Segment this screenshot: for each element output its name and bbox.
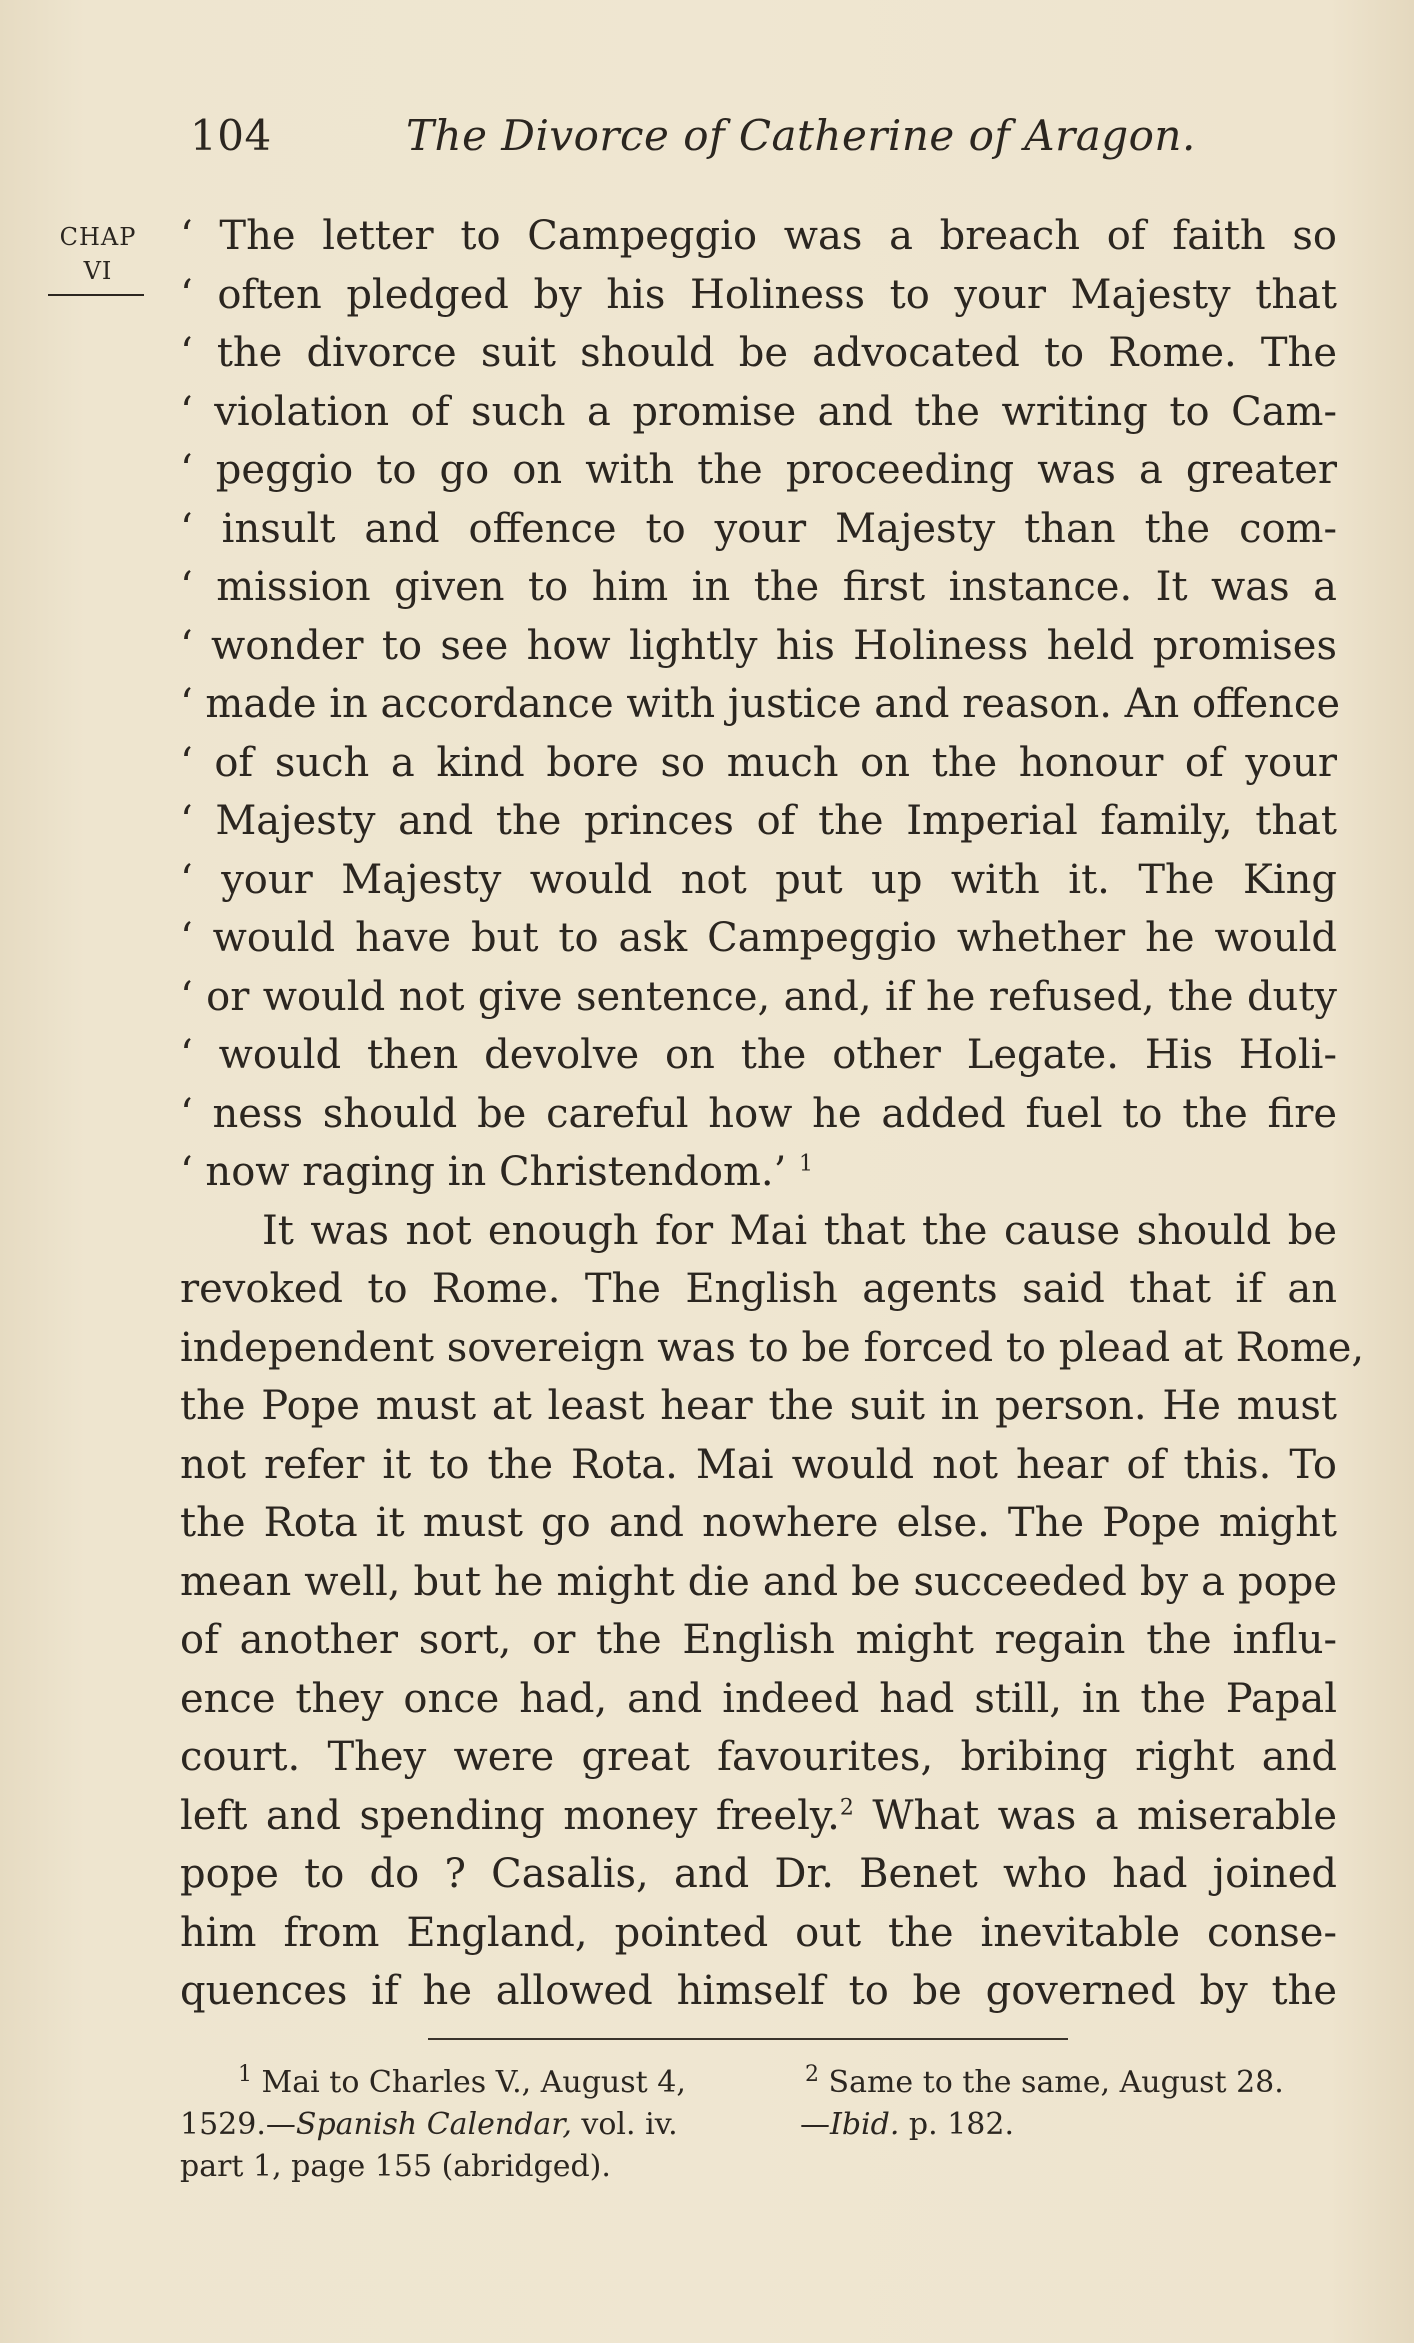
footnote-line xyxy=(180,2062,740,2104)
text-line: mean well, but he might die and be succeeded by a pope xyxy=(180,1558,1337,1605)
text-line: court. They were great favourites, bribing right and xyxy=(180,1734,1337,1780)
footnote-source-title: Spanish Calendar, xyxy=(295,2107,572,2142)
footnote-marker: 2 xyxy=(805,2062,819,2087)
footnote-text: p. 182. xyxy=(899,2107,1014,2142)
text-line-tail: What was a miserable xyxy=(872,1792,1338,1839)
text-line: the Pope must at least hear the suit in person. He must xyxy=(180,1383,1337,1429)
body-text xyxy=(180,207,1365,2021)
footnote-source-title: Ibid. xyxy=(830,2107,900,2142)
text-line: pope to do ? Casalis, and Dr. Benet who had joined xyxy=(180,1851,1337,1897)
text-line: ‘ made in accordance with justice and reason. An offence xyxy=(180,681,1340,727)
text-line: him from England, pointed out the inevitable conse- xyxy=(180,1909,1337,1956)
text-line: ‘ would then devolve on the other Legate. His Holi- xyxy=(180,1032,1337,1078)
text-line xyxy=(180,1787,1337,1846)
text-line: ‘ The letter to Campeggio was a breach of faith so xyxy=(180,213,1337,259)
margin-rule xyxy=(48,294,144,296)
text-line: ‘ wonder to see how lightly his Holiness held promises xyxy=(180,622,1337,669)
chapter-label: CHAP xyxy=(59,223,137,251)
running-head xyxy=(190,106,1340,166)
running-title: The Divorce of Catherine of Aragon. xyxy=(406,111,1196,160)
page-number: 104 xyxy=(190,111,272,160)
footnote-line xyxy=(800,2062,1340,2104)
text-line: It was not enough for Mai that the cause should be xyxy=(262,1207,1337,1254)
text-line: revoked to Rome. The English agents said that if an xyxy=(180,1266,1337,1312)
text-line: not refer it to the Rota. Mai would not hear of this. To xyxy=(180,1441,1337,1488)
footnote-line xyxy=(180,2104,740,2146)
footnote-ref: 2 xyxy=(839,1795,854,1821)
footnote-marker: 1 xyxy=(238,2062,252,2087)
text-line: the Rota it must go and nowhere else. The Pope might xyxy=(180,1500,1337,1546)
chapter-margin-note xyxy=(48,220,148,296)
text-line: ‘ mission given to him in the first instance. It was a xyxy=(180,564,1337,610)
text-line: quences if he allowed himself to be governed by the xyxy=(180,1968,1337,2014)
text-line: ence they once had, and indeed had still, in the Papal xyxy=(180,1675,1337,1722)
footnote-text: Mai to Charles V., August 4, xyxy=(261,2065,686,2100)
text-line: of another sort, or the English might regain the influ- xyxy=(180,1617,1337,1663)
text-line: ‘ would have but to ask Campeggio whether he would xyxy=(180,915,1337,961)
text-line: ‘ Majesty and the princes of the Imperial family, that xyxy=(180,798,1337,844)
footnote-line: part 1, page 155 (abridged). xyxy=(180,2149,611,2184)
text-line: ‘ often pledged by his Holiness to your Majesty that xyxy=(180,271,1337,318)
text-line: ‘ violation of such a promise and the writing to Cam- xyxy=(180,388,1337,435)
footnote-1 xyxy=(180,2062,740,2188)
footnote-text: — xyxy=(800,2107,830,2142)
footnote-rule xyxy=(428,2038,1068,2040)
text-line: ‘ your Majesty would not put up with it. The King xyxy=(180,856,1337,903)
text-line: ‘ peggio to go on with the proceeding was a greater xyxy=(180,447,1337,493)
footnote-2 xyxy=(800,2062,1340,2146)
text-line: ‘ insult and offence to your Majesty than the com- xyxy=(180,505,1337,552)
footnote-text: Same to the same, August 28. xyxy=(828,2065,1284,2100)
text-line: independent sovereign was to be forced to plead at Rome, xyxy=(180,1324,1365,1371)
text-line-content: ‘ now raging in Christendom.’ xyxy=(180,1149,787,1195)
text-line: ‘ or would not give sentence, and, if he refused, the duty xyxy=(180,973,1337,1020)
text-line: ‘ the divorce suit should be advocated to Rome. The xyxy=(180,330,1337,376)
text-line: ‘ of such a kind bore so much on the honour of your xyxy=(180,739,1337,786)
text-line xyxy=(180,1143,1337,1202)
footnote-text: 1529.— xyxy=(180,2107,296,2142)
footnote-ref: 1 xyxy=(799,1151,814,1177)
footnote-line xyxy=(800,2104,1340,2146)
chapter-number: VI xyxy=(83,257,113,285)
text-line-content: left and spending money freely. xyxy=(180,1792,840,1839)
footnote-text: vol. iv. xyxy=(571,2107,678,2142)
text-line: ‘ ness should be careful how he added fuel to the fire xyxy=(180,1090,1337,1137)
